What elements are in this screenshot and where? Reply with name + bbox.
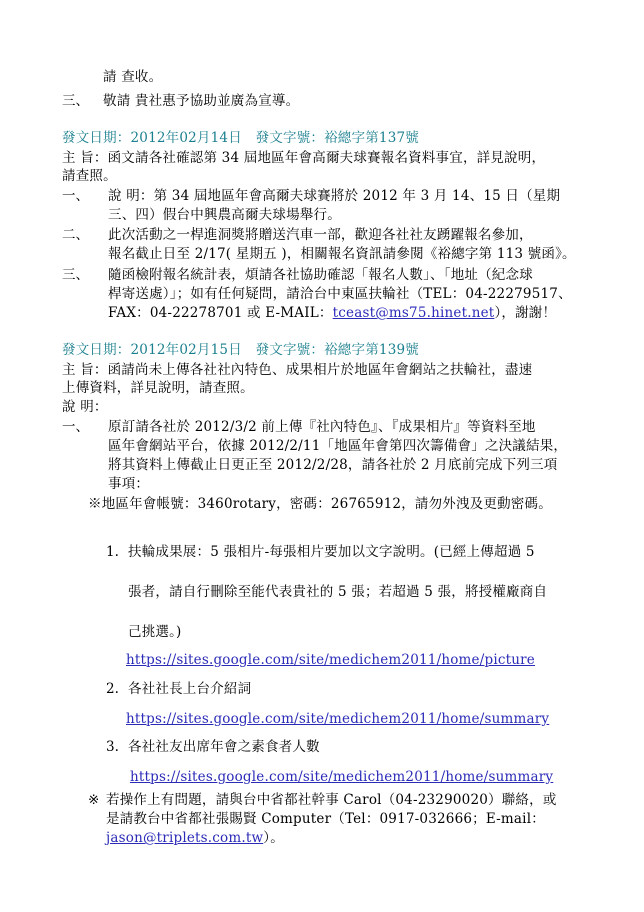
text-fragment: FAX：04-22278701 或 E-MAIL： — [108, 305, 333, 321]
step1-line: 己挑選。) — [128, 624, 182, 640]
notice2-header: 發文日期：2012年02月15日 發文字號：裕總字第139號 — [62, 342, 419, 358]
notice1-item2-line2: 報名截止日至 2/17( 星期五 )，相關報名資訊請參閱《裕總字第 113 號函》。 — [108, 246, 576, 262]
item-mark: 二、 — [62, 227, 89, 243]
notice2-subject-cont: 上傳資料，詳見說明，請查照。 — [62, 380, 254, 396]
notice1-item1-line2: 三、四）假台中興農高爾夫球場舉行。 — [108, 207, 341, 223]
notice1-item1-line1: 說 明：第 34 屆地區年會高爾夫球賽將於 2012 年 3 月 14、15 日（星期 — [108, 188, 561, 204]
item-mark: 三、 — [62, 93, 89, 109]
notice2-item1-line: 區年會網站平台，依據 2012/2/11「地區年會第四次籌備會」之決議結果， — [108, 438, 568, 454]
notice1-item3-line1: 隨函檢附報名統計表，煩請各社協助確認「報名人數」、「地址（紀念球 — [108, 267, 533, 283]
notice1-header: 發文日期：2012年02月14日 發文字號：裕總字第137號 — [62, 130, 419, 146]
notice1-item3-line3 — [108, 304, 556, 322]
notice2-item1-line: 原訂請各社於 2012/3/2 前上傳『社內特色』、『成果相片』等資料至地 — [108, 419, 536, 435]
item-text: 敬請 貴社惠予協助並廣為宣導。 — [103, 93, 300, 109]
step1-line: 扶輪成果展：5 張相片-每張相片要加以文字說明。(已經上傳超過 5 — [128, 544, 535, 560]
note-mark: ※ — [88, 792, 100, 808]
notice2-item1-line: 將其資料上傳截止日更正至 2012/2/28，請各社於 2 月底前完成下列三項 — [108, 457, 558, 473]
step2-line: 各社社長上台介紹詞 — [128, 681, 252, 697]
contact-line2: 是請教台中省都社張賜賢 Computer（Tel：0917-032666；E-mail： — [106, 811, 545, 827]
email-link[interactable]: tceast@ms75.hinet.net — [332, 305, 495, 321]
text-fragment: ），謝謝！ — [494, 305, 557, 321]
summary-link[interactable]: https://sites.google.com/site/medichem2011/home/summary — [130, 769, 554, 785]
notice1-item3-line2: 桿寄送處）」；如有任何疑問，請洽台中東區扶輪社（TEL：04-22279517、 — [108, 286, 572, 302]
step3-line: 各社社友出席年會之素食者人數 — [128, 739, 320, 755]
item-mark: 一、 — [62, 419, 89, 435]
account-note: ※地區年會帳號：3460rotary，密碼：26765912，請勿外洩及更動密碼。 — [88, 496, 552, 512]
step1-line: 張者，請自行刪除至能代表貴社的 5 張；若超過 5 張，將授權廠商自 — [128, 584, 548, 600]
item-mark: 一、 — [62, 188, 89, 204]
explain-label: 說 明： — [62, 399, 108, 415]
closing-line: 請 查收。 — [103, 69, 163, 85]
step-number: 1. — [106, 544, 119, 560]
notice1-subject: 主 旨：函文請各社確認第 34 屆地區年會高爾夫球賽報名資料事宜，詳見說明， — [62, 150, 546, 166]
email-link[interactable]: jason@triplets.com.tw — [106, 830, 264, 846]
contact-line3 — [106, 829, 284, 847]
step-number: 2. — [106, 681, 119, 697]
notice2-item1-line: 事項： — [108, 476, 150, 492]
item-mark: 三、 — [62, 267, 89, 283]
notice2-subject: 主 旨：函請尚未上傳各社社內特色、成果相片於地區年會網站之扶輪社，盡速 — [62, 362, 533, 378]
text-fragment: ）。 — [263, 830, 284, 846]
picture-link[interactable]: https://sites.google.com/site/medichem2011/home/picture — [126, 652, 535, 668]
notice1-item2-line1: 此次活動之一桿進洞獎將贈送汽車一部，歡迎各社社友踴躍報名參加， — [108, 227, 533, 243]
summary-link[interactable]: https://sites.google.com/site/medichem2011/home/summary — [126, 711, 550, 727]
step-number: 3. — [106, 739, 119, 755]
contact-line1: 若操作上有問題，請與台中省都社幹事 Carol（04-23290020）聯絡，或 — [106, 792, 557, 808]
notice1-subject-cont: 請查照。 — [62, 168, 117, 184]
